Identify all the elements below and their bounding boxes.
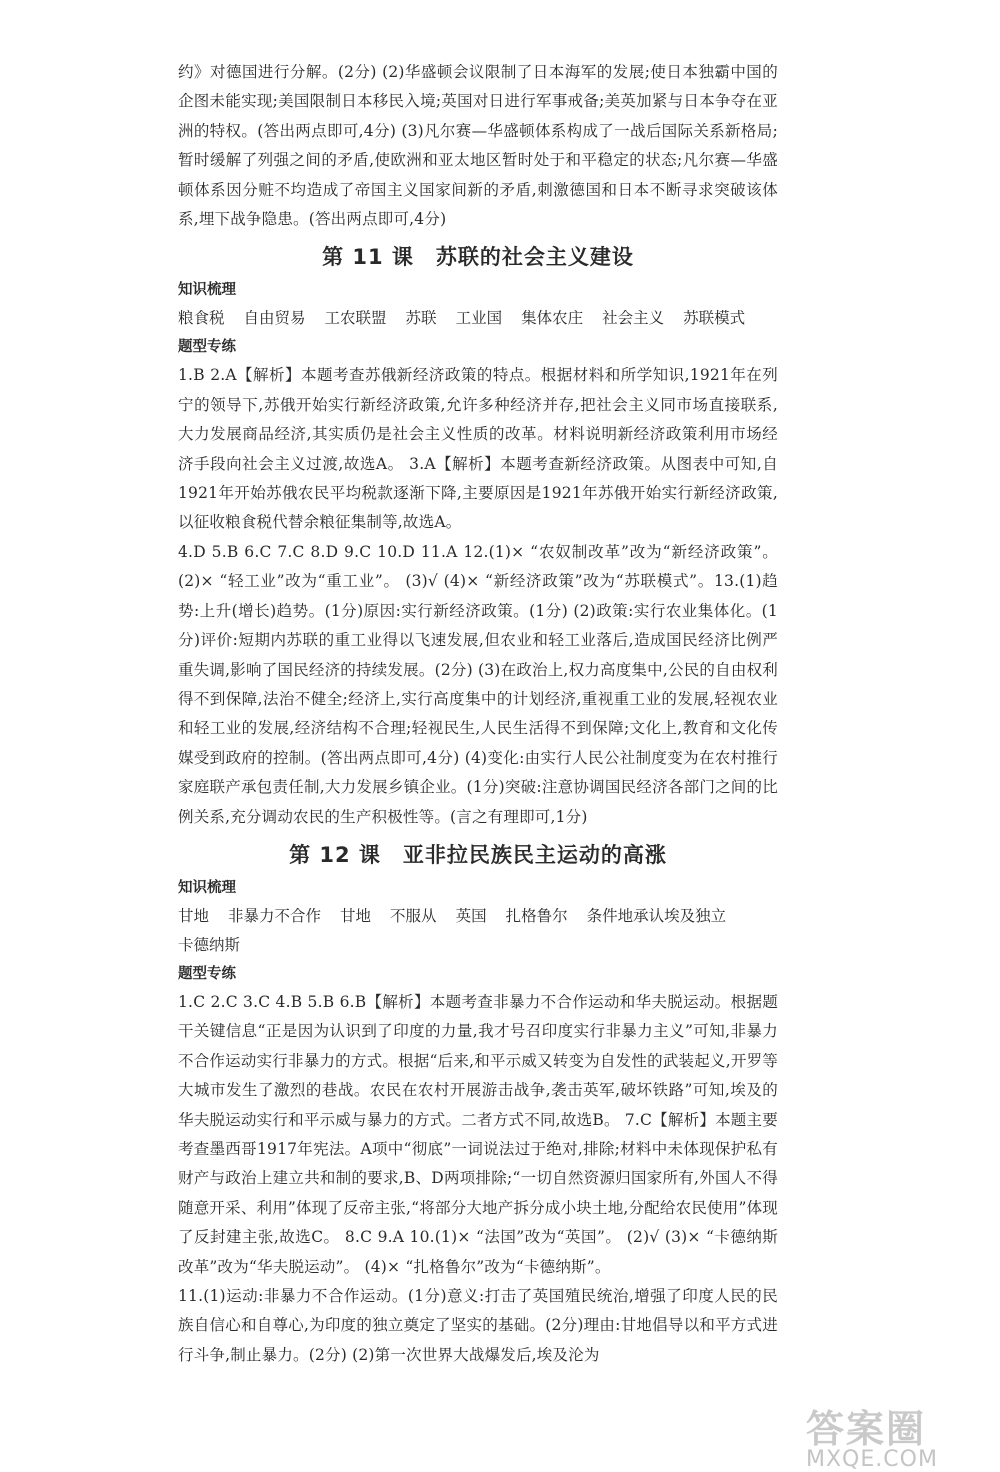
keyword: 不服从	[390, 906, 437, 925]
keyword: 条件地承认埃及独立	[586, 906, 727, 925]
keyword: 卡德纳斯	[178, 935, 241, 954]
keyword: 甘地	[178, 906, 210, 925]
keyword: 自由贸易	[243, 309, 306, 328]
keyword: 扎格鲁尔	[505, 906, 568, 925]
keyword: 粮食税	[178, 309, 225, 328]
answer-page	[178, 58, 778, 1370]
lesson-12-practice-heading: 题型专练	[178, 965, 236, 982]
lesson-11-knowledge-heading: 知识梳理	[178, 282, 236, 299]
keyword: 社会主义	[602, 309, 665, 328]
lesson-11-keywords	[178, 304, 778, 333]
lesson-12-answers-1: 1.C 2.C 3.C 4.B 5.B 6.B【解析】本题考查非暴力不合作运动和华夫脱运动。根据题干关键信息“正是因为认识到了印度的力量,我才号召印度实行非暴力主义”可知,非暴力不合作运动实行非暴力的方式。根据“后来,和平示威又转变为自发性的武装起义,开罗等大城市发生了激烈的巷战。农民在农村开展游击战争,袭击英军,破坏铁路”可知,埃及的华夫脱运动实行和平示威与暴力的方式。二者方式不同,故选B。 7.C【解析】本题主要考查墨西哥1917年宪法。A项中“彻底”一词说法过于绝对,排除;材料中未体现保护私有财产与政治上建立共和制的要求,B、D两项排除;“一切自然资源归国家所有,外国人不得随意开采、利用”体现了反帝主张,“将部分大地产拆分成小块土地,分配给农民使用”体现了反封建主张,故选C。 8.C 9.A 10.(1)× “法国”改为“英国”。 (2)√ (3)× “卡德纳斯改革”改为“华夫脱运动”。 (4)× “扎格鲁尔”改为“卡德纳斯”。	[178, 992, 778, 1276]
keyword: 苏联	[405, 309, 437, 328]
lesson-11-title: 苏联的社会主义建设	[435, 245, 634, 270]
intro-paragraph: 约》对德国进行分解。(2分) (2)华盛顿会议限制了日本海军的发展;使日本独霸中国的企图未能实现;美国限制日本移民入境;英国对日进行军事戒备;美英加紧与日本争夺在亚洲的特权。(答出两点即可,4分) (3)凡尔赛—华盛顿体系构成了一战后国际关系新格局;暂时缓解了列强之间的矛盾,使欧洲和亚太地区暂时处于和平稳定的状态;凡尔赛—华盛顿体系因分赃不均造成了帝国主义国家间新的矛盾,刺激德国和日本不断寻求突破该体系,埋下战争隐患。(答出两点即可,4分)	[178, 63, 778, 229]
lesson-11-number: 第 11 课	[322, 245, 414, 270]
watermark-mark: 答案圈	[806, 1407, 927, 1451]
watermark-url: MXQE.COM	[806, 1447, 938, 1472]
keyword: 甘地	[340, 906, 372, 925]
lesson-11-practice-heading: 题型专练	[178, 339, 236, 356]
watermark-logo	[806, 1398, 986, 1472]
lesson-12-heading	[178, 840, 778, 870]
lesson-12-title: 亚非拉民族民主运动的高涨	[402, 842, 667, 867]
keyword: 非暴力不合作	[228, 906, 322, 925]
keyword: 工农联盟	[324, 309, 387, 328]
lesson-12-number: 第 12 课	[289, 842, 381, 867]
keyword: 集体农庄	[521, 309, 584, 328]
lesson-12-knowledge-heading: 知识梳理	[178, 879, 236, 896]
lesson-12-answers-2: 11.(1)运动:非暴力不合作运动。(1分)意义:打击了英国殖民统治,增强了印度人民的民族自信心和自尊心,为印度的独立奠定了坚实的基础。(2分)理由:甘地倡导以和平方式进行斗争,制止暴力。(2分) (2)第一次世界大战爆发后,埃及沦为	[178, 1287, 778, 1364]
keyword: 苏联模式	[683, 309, 746, 328]
keyword: 英国	[455, 906, 487, 925]
lesson-11-heading	[178, 242, 778, 272]
lesson-11-answers-2: 4.D 5.B 6.C 7.C 8.D 9.C 10.D 11.A 12.(1)× “农奴制改革”改为“新经济政策”。 (2)× “轻工业”改为“重工业”。 (3)√ (4)× “新经济政策”改为“苏联模式”。13.(1)趋势:上升(增长)趋势。(1分)原因:实行新经济政策。(1分) (2)政策:实行农业集体化。(1分)评价:短期内苏联的重工业得以飞速发展,但农业和轻工业落后,造成国民经济比例严重失调,影响了国民经济的持续发展。(2分) (3)在政治上,权力高度集中,公民的自由权利得不到保障,法治不健全;经济上,实行高度集中的计划经济,重视重工业的发展,轻视农业和轻工业的发展,经济结构不合理;轻视民生,人民生活得不到保障;文化上,教育和文化传媒受到政府的控制。(答出两点即可,4分) (4)变化:由实行人民公社制度变为在农村推行家庭联产承包责任制,大力发展乡镇企业。(1分)突破:注意协调国民经济各部门之间的比例关系,充分调动农民的生产积极性等。(言之有理即可,1分)	[178, 542, 778, 826]
keyword: 工业国	[455, 309, 503, 328]
lesson-12-keywords	[178, 902, 778, 960]
lesson-11-answers-1: 1.B 2.A【解析】本题考查苏俄新经济政策的特点。根据材料和所学知识,1921年在列宁的领导下,苏俄开始实行新经济政策,允许多种经济并存,把社会主义同市场直接联系,大力发展商品经济,其实质仍是社会主义性质的改革。材料说明新经济政策利用市场经济手段向社会主义过渡,故选A。 3.A【解析】本题考查新经济政策。从图表中可知,自1921年开始苏俄农民平均税款逐渐下降,主要原因是1921年苏俄开始实行新经济政策,以征收粮食税代替余粮征集制等,故选A。	[178, 366, 778, 532]
